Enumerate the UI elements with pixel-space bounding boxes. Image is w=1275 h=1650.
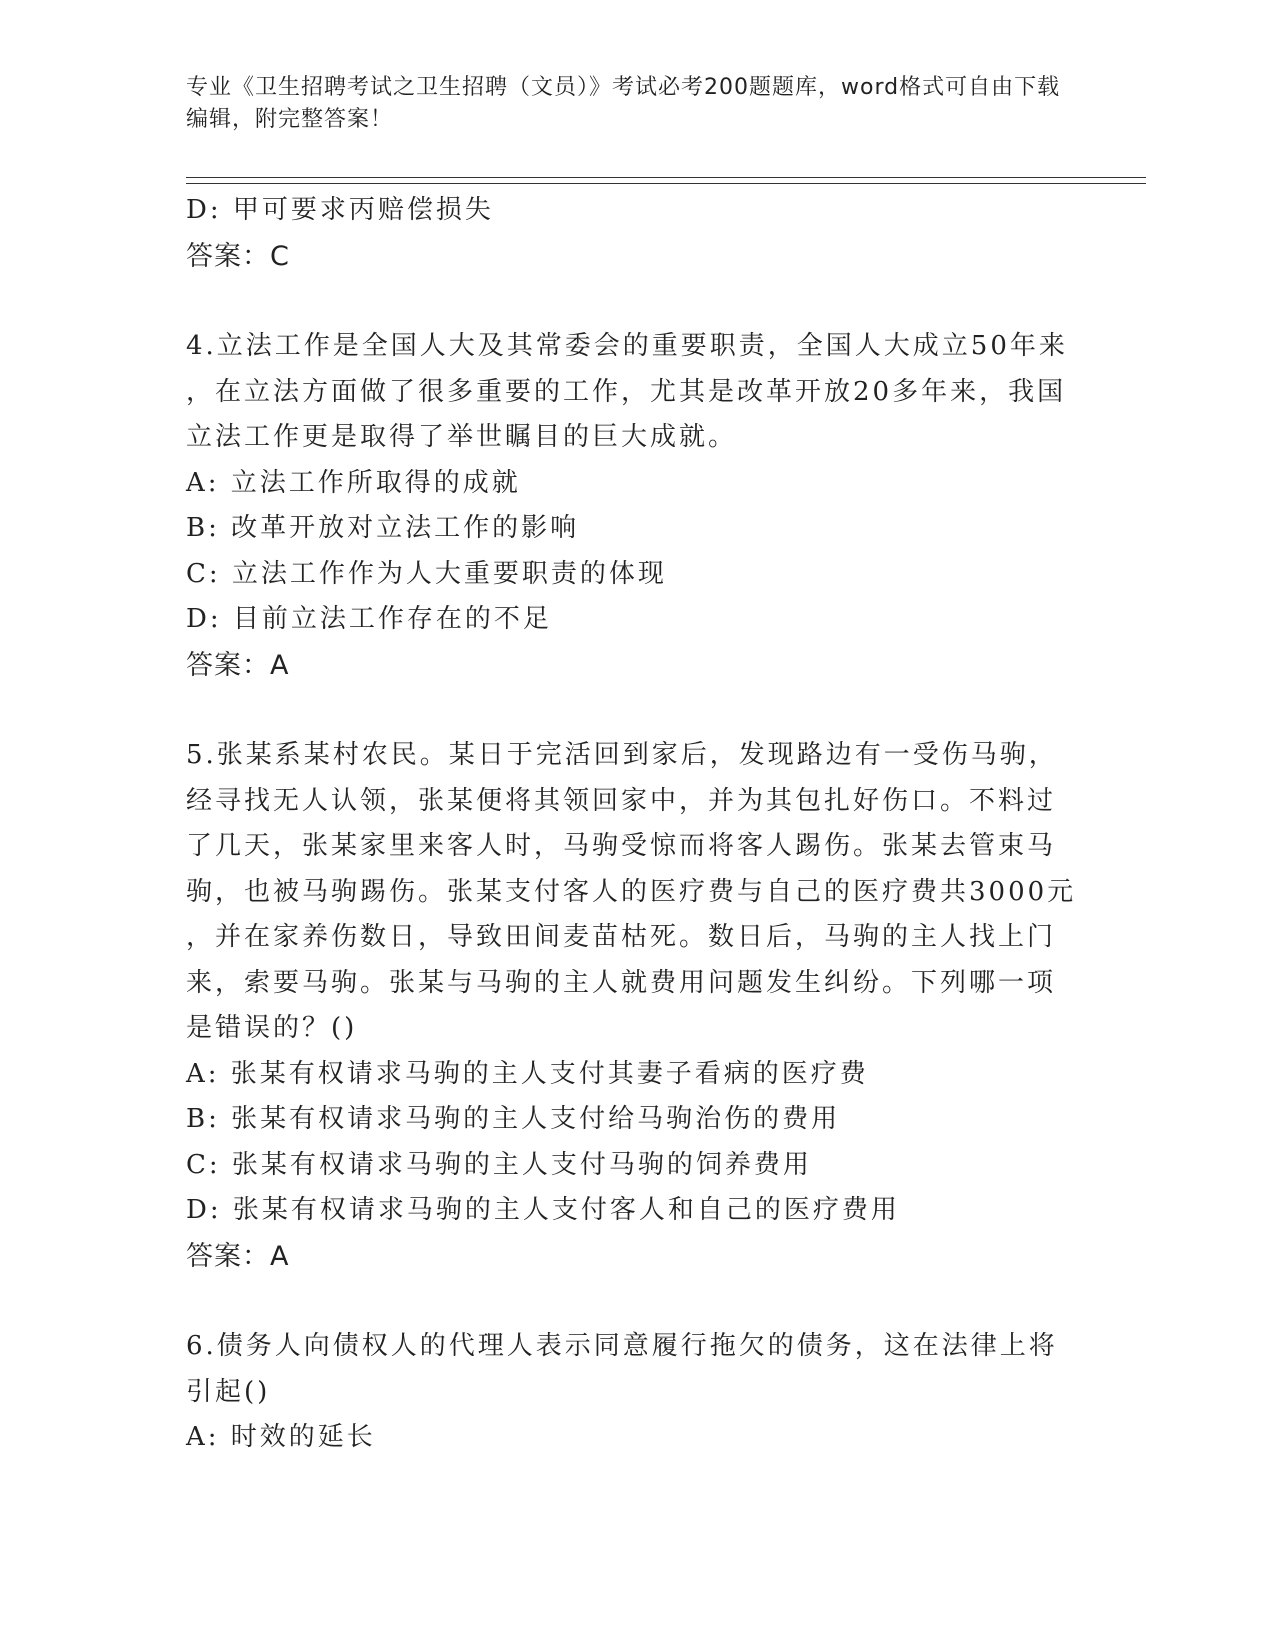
q5-stem-line: 经寻找无人认领，张某便将其领回家中，并为其包扎好伤口。不料过 bbox=[186, 785, 1057, 816]
q4-answer: 答案：A bbox=[186, 649, 290, 681]
q4-option-d: D: 目前立法工作存在的不足 bbox=[186, 604, 552, 634]
q6-option-a: A: 时效的延长 bbox=[186, 1422, 376, 1452]
q4-stem-line: 立法工作更是取得了举世瞩目的巨大成就。 bbox=[186, 422, 738, 452]
page-header bbox=[186, 72, 1146, 136]
q4-stem-line: ，在立法方面做了很多重要的工作，尤其是改革开放20多年来，我国 bbox=[186, 376, 1067, 407]
q5-stem-line: 了几天，张某家里来客人时，马驹受惊而将客人踢伤。张某去管束马 bbox=[186, 831, 1057, 861]
q3-answer: 答案：C bbox=[186, 240, 290, 272]
q5-stem-line: 驹，也被马驹踢伤。张某支付客人的医疗费与自己的医疗费共3000元 bbox=[186, 876, 1077, 907]
q5-option-c: C: 张某有权请求马驹的主人支付马驹的饲养费用 bbox=[186, 1149, 812, 1180]
q5-stem-line: ，并在家养伤数日，导致田间麦苗枯死。数日后，马驹的主人找上门 bbox=[186, 922, 1057, 952]
q5-stem-line: 来，索要马驹。张某与马驹的主人就费用问题发生纠纷。下列哪一项 bbox=[186, 967, 1057, 998]
q5-option-a: A: 张某有权请求马驹的主人支付其妻子看病的医疗费 bbox=[186, 1058, 869, 1089]
spacer bbox=[186, 688, 1066, 733]
spacer bbox=[186, 279, 1066, 324]
q5-stem-line: 是错误的？() bbox=[186, 1013, 358, 1043]
q5-option-d: D: 张某有权请求马驹的主人支付客人和自己的医疗费用 bbox=[186, 1195, 900, 1225]
header-divider bbox=[186, 177, 1146, 184]
q6-stem-line: 6.债务人向债权人的代理人表示同意履行拖欠的债务，这在法律上将 bbox=[186, 1331, 1058, 1361]
q4-option-b: B: 改革开放对立法工作的影响 bbox=[186, 513, 580, 543]
q5-answer: 答案：A bbox=[186, 1240, 290, 1272]
q5-stem-line: 5.张某系某村农民。某日于完活回到家后，发现路边有一受伤马驹， bbox=[186, 740, 1058, 770]
document-body bbox=[186, 188, 1077, 1461]
q3-option-d: D: 甲可要求丙赔偿损失 bbox=[186, 195, 494, 225]
q4-option-c: C: 立法工作作为人大重要职责的体现 bbox=[186, 558, 667, 589]
q4-option-a: A: 立法工作所取得的成就 bbox=[186, 467, 521, 498]
q6-stem-line: 引起() bbox=[186, 1376, 271, 1407]
spacer bbox=[186, 1279, 1066, 1324]
document-title: 专业《卫生招聘考试之卫生招聘（文员）》考试必考200题题库，word格式可自由下载编辑，附完整答案！ bbox=[186, 75, 1061, 132]
q4-stem-line: 4.立法工作是全国人大及其常委会的重要职责，全国人大成立50年来 bbox=[186, 331, 1068, 361]
q5-option-b: B: 张某有权请求马驹的主人支付给马驹治伤的费用 bbox=[186, 1104, 841, 1134]
